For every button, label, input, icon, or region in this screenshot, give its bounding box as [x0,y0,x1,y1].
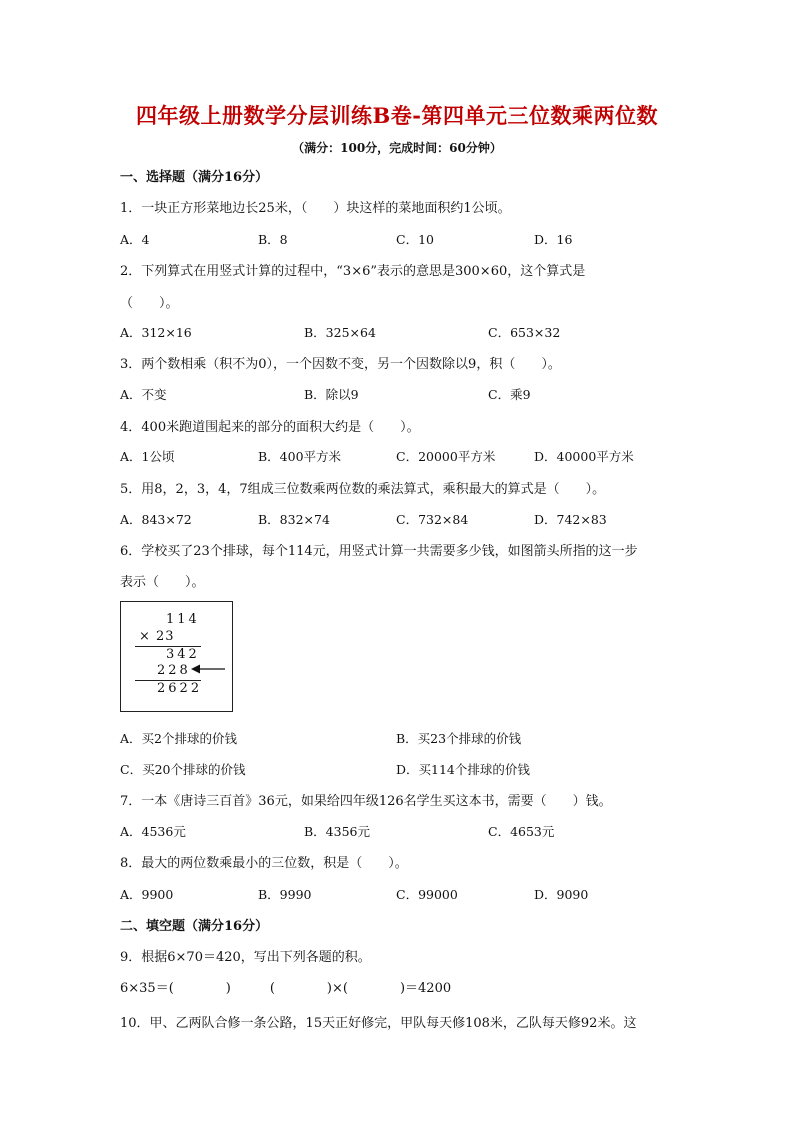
q2-option-a: A．312×16 [120,325,192,340]
q8-option-a: A．9900 [120,887,174,902]
question-6-cont: 表示（ ）。 [120,575,205,590]
q6-option-d: D．买114个排球的价钱 [396,762,530,777]
calc-partial-2: 228 [157,663,191,678]
section-heading-fill: 二、填空题（满分16分） [120,919,269,934]
q4-option-c: C．20000平方米 [396,449,496,464]
calc-multiplier: × 23 [139,629,175,644]
q7-option-b: B．4356元 [304,824,370,839]
q3-option-c: C．乘9 [488,387,531,402]
q3-option-a: A．不变 [120,387,167,402]
q7-option-c: C．4653元 [488,824,555,839]
q5-option-c: C．732×84 [396,512,469,527]
question-8: 8．最大的两位数乘最小的三位数，积是（ ）。 [120,856,408,871]
q1-option-d: D．16 [534,232,573,247]
q7-option-a: A．4536元 [120,824,186,839]
calc-product: 2622 [157,681,203,696]
page-subtitle: （满分：100分，完成时间：60分钟） [292,141,502,155]
question-5: 5．用8，2，3，4，7组成三位数乘两位数的乘法算式，乘积最大的算式是（ ）。 [120,482,606,497]
section-heading-choice: 一、选择题（满分16分） [120,170,269,185]
question-6: 6．学校买了23个排球，每个114元，用竖式计算一共需要多少钱，如图箭头所指的这一步 [120,544,638,559]
q4-option-b: B．400平方米 [258,449,342,464]
q8-option-b: B．9990 [258,887,312,902]
q6-option-c: C．买20个排球的价钱 [120,762,246,777]
question-1: 1．一块正方形菜地边长25米，（ ）块这样的菜地面积约1公顷。 [120,201,511,216]
question-2-cont: （ ）。 [120,296,179,311]
q1-option-b: B．8 [258,232,288,247]
pointer-arrow-icon [191,662,227,676]
q3-option-b: B．除以9 [304,387,359,402]
page-title: 四年级上册数学分层训练B卷-第四单元三位数乘两位数 [136,103,658,128]
question-10: 10．甲、乙两队合修一条公路，15天正好修完，甲队每天修108米，乙队每天修92米。这 [120,1016,637,1031]
question-2: 2．下列算式在用竖式计算的过程中，“3×6”表示的意思是300×60，这个算式是 [120,264,586,279]
question-7: 7．一本《唐诗三百首》36元，如果给四年级126名学生买这本书，需要（ ）钱。 [120,794,612,809]
question-3: 3．两个数相乘（积不为0），一个因数不变，另一个因数除以9，积（ ）。 [120,357,561,372]
q1-option-c: C．10 [396,232,434,247]
question-4: 4．400米跑道围起来的部分的面积大约是（ ）。 [120,420,420,435]
q8-option-d: D．9090 [534,887,589,902]
q8-option-c: C．99000 [396,887,458,902]
q4-option-a: A．1公顷 [120,449,175,464]
q2-option-c: C．653×32 [488,325,561,340]
q5-option-d: D．742×83 [534,512,607,527]
question-9: 9．根据6×70＝420，写出下列各题的积。 [120,950,371,965]
calc-partial-1: 342 [166,647,200,662]
q5-option-a: A．843×72 [120,512,192,527]
q5-option-b: B．832×74 [258,512,330,527]
q6-option-b: B．买23个排球的价钱 [396,731,522,746]
q2-option-b: B．325×64 [304,325,376,340]
calc-multiplicand: 114 [166,612,200,627]
vertical-multiplication-figure [120,601,233,712]
question-9-blanks: 6×35＝( ) ( )×( )＝4200 [120,981,452,996]
q4-option-d: D．40000平方米 [534,449,634,464]
q1-option-a: A．4 [120,232,150,247]
q6-option-a: A．买2个排球的价钱 [120,731,237,746]
